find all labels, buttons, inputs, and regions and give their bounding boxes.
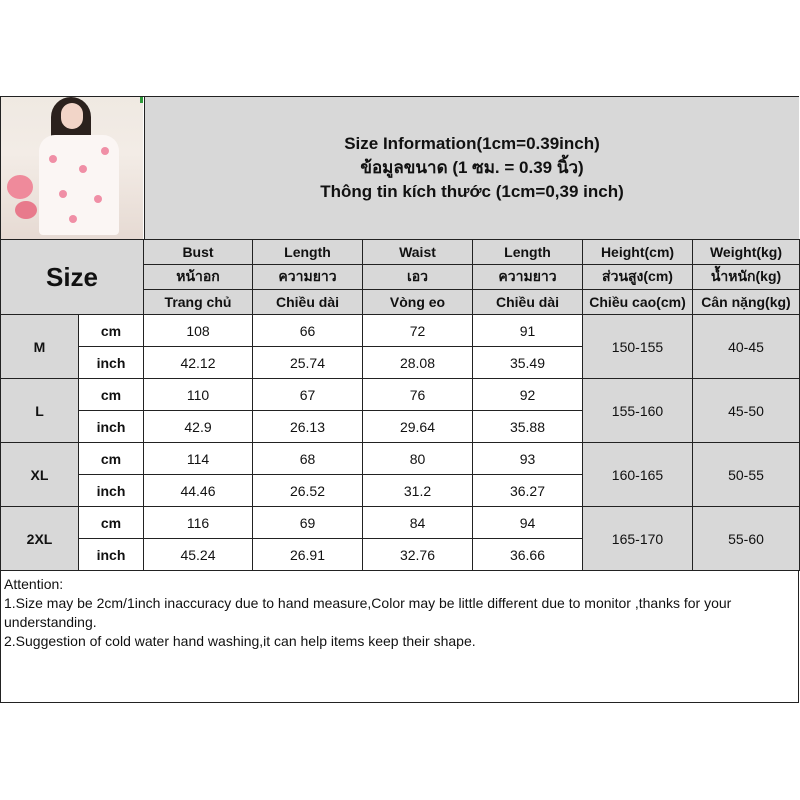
measure-cell: 72 [363, 315, 473, 347]
notes-item-1: 1.Size may be 2cm/1inch inaccuracy due to hand measure,Color may be little different due to monitor ,thanks for your understanding. [4, 595, 732, 630]
col-length2-en: Length [473, 240, 583, 265]
measure-cell: 68 [253, 443, 363, 475]
measure-cell: 28.08 [363, 347, 473, 379]
unit-label-inch: inch [79, 411, 144, 443]
measure-cell: 44.46 [144, 475, 253, 507]
col-length2-vi: Chiều dài [473, 290, 583, 315]
height-range: 160-165 [583, 443, 693, 507]
header-row-english [1, 240, 800, 265]
unit-label-cm: cm [79, 443, 144, 475]
unit-label-inch: inch [79, 539, 144, 571]
unit-label-inch: inch [79, 475, 144, 507]
photo-face [61, 103, 83, 129]
header-thai: ข้อมูลขนาด (1 ซม. = 0.39 นิ้ว) [360, 158, 584, 177]
measure-cell: 69 [253, 507, 363, 539]
col-length2-th: ความยาว [473, 265, 583, 290]
measure-cell: 26.13 [253, 411, 363, 443]
height-range: 165-170 [583, 507, 693, 571]
unit-label-cm: cm [79, 315, 144, 347]
measure-cell: 110 [144, 379, 253, 411]
weight-range: 50-55 [693, 443, 800, 507]
unit-label-cm: cm [79, 379, 144, 411]
size-column-header: Size [1, 240, 144, 315]
measure-cell: 36.66 [473, 539, 583, 571]
measure-cell: 32.76 [363, 539, 473, 571]
table-row-cm [1, 507, 800, 539]
measure-cell: 108 [144, 315, 253, 347]
col-height-vi: Chiều cao(cm) [583, 290, 693, 315]
header-english: Size Information(1cm=0.39inch) [344, 134, 600, 153]
height-range: 155-160 [583, 379, 693, 443]
measure-cell: 36.27 [473, 475, 583, 507]
measure-cell: 93 [473, 443, 583, 475]
photo-pajama [39, 135, 119, 235]
measure-cell: 92 [473, 379, 583, 411]
measure-cell: 42.9 [144, 411, 253, 443]
size-name: M [1, 315, 79, 379]
measure-cell: 35.88 [473, 411, 583, 443]
measure-cell: 80 [363, 443, 473, 475]
unit-label-cm: cm [79, 507, 144, 539]
measure-cell: 114 [144, 443, 253, 475]
col-weight-vi: Cân nặng(kg) [693, 290, 800, 315]
measure-cell: 67 [253, 379, 363, 411]
weight-range: 40-45 [693, 315, 800, 379]
measure-cell: 31.2 [363, 475, 473, 507]
measure-cell: 116 [144, 507, 253, 539]
size-table [0, 239, 800, 571]
measure-cell: 25.74 [253, 347, 363, 379]
weight-range: 45-50 [693, 379, 800, 443]
col-bust-vi: Trang chủ [144, 290, 253, 315]
size-info-header [144, 97, 799, 239]
col-length-vi: Chiều dài [253, 290, 363, 315]
col-weight-th: น้ำหนัก(kg) [693, 265, 800, 290]
measure-cell: 91 [473, 315, 583, 347]
notes-item-2: 2.Suggestion of cold water hand washing,it can help items keep their shape. [4, 633, 476, 649]
measure-cell: 29.64 [363, 411, 473, 443]
measure-cell: 66 [253, 315, 363, 347]
col-length-th: ความยาว [253, 265, 363, 290]
col-waist-vi: Vòng eo [363, 290, 473, 315]
measure-cell: 26.91 [253, 539, 363, 571]
attention-notes [4, 575, 796, 651]
col-waist-en: Waist [363, 240, 473, 265]
size-rows [1, 315, 800, 571]
measure-cell: 76 [363, 379, 473, 411]
col-height-en: Height(cm) [583, 240, 693, 265]
size-name: 2XL [1, 507, 79, 571]
measure-cell: 35.49 [473, 347, 583, 379]
measure-cell: 45.24 [144, 539, 253, 571]
measure-cell: 94 [473, 507, 583, 539]
photo-plush-toy-2 [15, 201, 37, 219]
measure-cell: 84 [363, 507, 473, 539]
col-height-th: ส่วนสูง(cm) [583, 265, 693, 290]
size-name: L [1, 379, 79, 443]
header-vietnamese: Thông tin kích thước (1cm=0,39 inch) [320, 182, 624, 201]
col-length-en: Length [253, 240, 363, 265]
col-bust-th: หน้าอก [144, 265, 253, 290]
table-row-cm [1, 315, 800, 347]
table-row-cm [1, 443, 800, 475]
photo-plush-toy [7, 175, 33, 199]
height-range: 150-155 [583, 315, 693, 379]
col-weight-en: Weight(kg) [693, 240, 800, 265]
weight-range: 55-60 [693, 507, 800, 571]
notes-title: Attention: [4, 576, 64, 592]
unit-label-inch: inch [79, 347, 144, 379]
product-photo [1, 97, 143, 239]
measure-cell: 26.52 [253, 475, 363, 507]
measure-cell: 42.12 [144, 347, 253, 379]
table-row-cm [1, 379, 800, 411]
col-bust-en: Bust [144, 240, 253, 265]
size-name: XL [1, 443, 79, 507]
corner-mark [140, 97, 143, 103]
col-waist-th: เอว [363, 265, 473, 290]
